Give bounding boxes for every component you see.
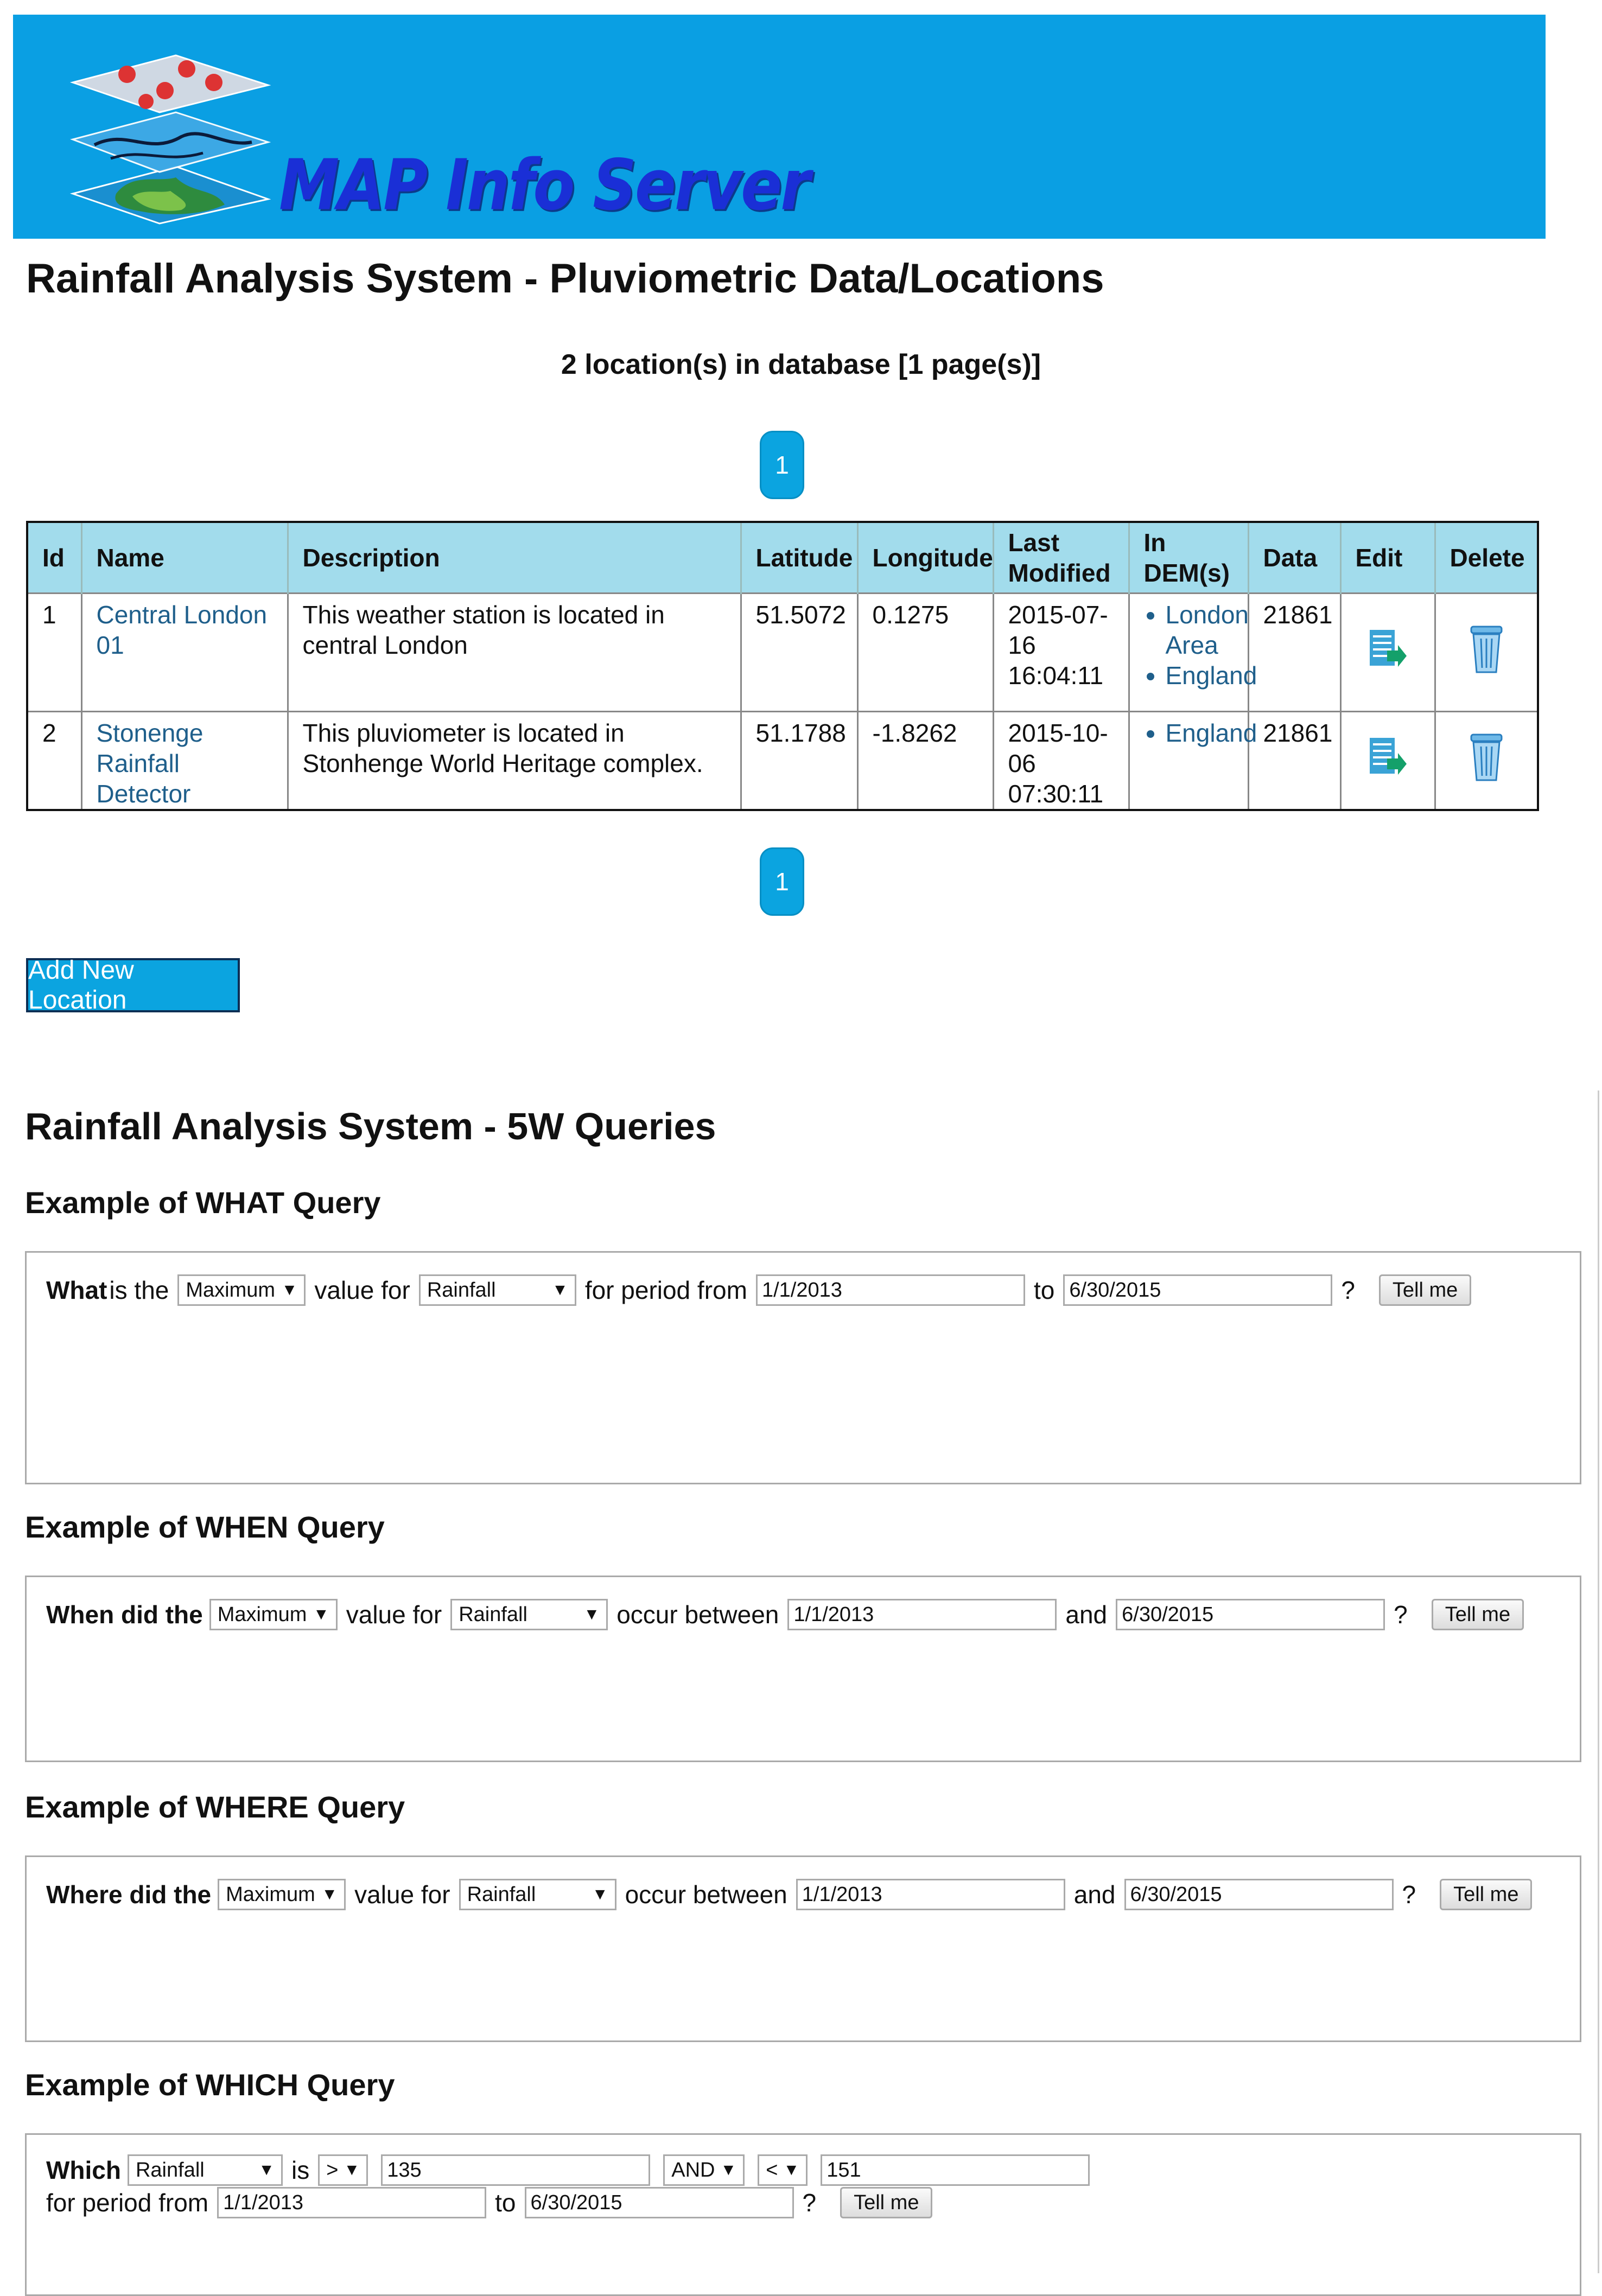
- chevron-down-icon: ▼: [583, 1605, 600, 1623]
- cell-last-modified: 2015-10-06 07:30:11: [993, 712, 1129, 811]
- locations-table: [26, 521, 1539, 811]
- chevron-down-icon: ▼: [783, 2161, 800, 2179]
- col-name[interactable]: Name: [81, 522, 288, 594]
- add-new-location-button[interactable]: Add New Location: [26, 958, 240, 1012]
- what-variable-value: Rainfall: [427, 1278, 496, 1302]
- divider: [1598, 1090, 1599, 2273]
- where-query-box: [25, 1855, 1581, 2042]
- what-tell-me-button[interactable]: Tell me: [1379, 1274, 1471, 1306]
- what-text: for period from: [584, 1276, 747, 1304]
- where-variable-value: Rainfall: [467, 1883, 536, 1906]
- cell-id: 2: [27, 712, 81, 811]
- when-to-date-input[interactable]: 6/30/2015: [1116, 1599, 1385, 1630]
- when-variable-value: Rainfall: [459, 1603, 527, 1626]
- cell-last-modified: 2015-07-16 16:04:11: [993, 594, 1129, 712]
- header-banner: [13, 15, 1546, 239]
- col-in-dems[interactable]: In DEM(s): [1129, 522, 1248, 594]
- edit-icon[interactable]: [1368, 735, 1408, 780]
- which-variable-select[interactable]: [128, 2154, 283, 2186]
- where-text: ?: [1402, 1880, 1416, 1909]
- cell-data: 21861: [1248, 594, 1340, 712]
- where-query-heading: Example of WHERE Query: [25, 1790, 405, 1824]
- cell-description: This pluviometer is located in Stonhenge World Heritage complex.: [288, 712, 741, 811]
- cell-longitude: -1.8262: [857, 712, 993, 811]
- dem-list: [1144, 718, 1257, 748]
- when-aggregate-value: Maximum: [217, 1603, 307, 1626]
- which-variable-value: Rainfall: [135, 2158, 205, 2182]
- which-query-heading: Example of WHICH Query: [25, 2068, 395, 2102]
- what-query-heading: Example of WHAT Query: [25, 1185, 381, 1220]
- table-header-row: [27, 522, 1538, 594]
- when-text: value for: [346, 1600, 442, 1629]
- col-id[interactable]: Id: [27, 522, 81, 594]
- col-latitude[interactable]: Latitude: [741, 522, 857, 594]
- cell-latitude: 51.5072: [741, 594, 857, 712]
- which-tell-me-button[interactable]: Tell me: [840, 2187, 932, 2218]
- col-delete: Delete: [1435, 522, 1538, 594]
- where-tell-me-button[interactable]: Tell me: [1440, 1879, 1532, 1910]
- when-query-box: [25, 1576, 1581, 1762]
- which-text: is: [291, 2156, 310, 2184]
- what-query-box: [25, 1251, 1581, 1484]
- pagination-page-top[interactable]: 1: [760, 431, 804, 499]
- table-row: [27, 712, 1538, 811]
- when-query-heading: Example of WHEN Query: [25, 1510, 385, 1544]
- dem-link[interactable]: • England: [1166, 718, 1234, 748]
- queries-title: Rainfall Analysis System - 5W Queries: [25, 1105, 716, 1147]
- what-lead: What: [46, 1276, 107, 1304]
- which-lead: Which: [46, 2156, 121, 2184]
- dem-link[interactable]: • England: [1166, 660, 1234, 691]
- map-layers-logo-icon: [51, 31, 279, 226]
- col-description[interactable]: Description: [288, 522, 741, 594]
- when-text: occur between: [616, 1600, 779, 1629]
- cell-latitude: 51.1788: [741, 712, 857, 811]
- cell-longitude: 0.1275: [857, 594, 993, 712]
- when-tell-me-button[interactable]: Tell me: [1432, 1599, 1524, 1630]
- what-from-date-input[interactable]: 1/1/2013: [756, 1274, 1025, 1306]
- what-aggregate-select[interactable]: [177, 1274, 306, 1306]
- which-query-box: [25, 2133, 1581, 2296]
- what-text: to: [1033, 1276, 1055, 1304]
- trash-icon[interactable]: [1469, 623, 1504, 675]
- where-variable-select[interactable]: [459, 1879, 616, 1910]
- which-operator2-select[interactable]: [758, 2154, 808, 2186]
- which-operator1-select[interactable]: [318, 2154, 368, 2186]
- which-value1-input[interactable]: 135: [381, 2154, 650, 2186]
- chevron-down-icon: ▼: [281, 1281, 298, 1299]
- trash-icon[interactable]: [1469, 731, 1504, 783]
- where-text: and: [1073, 1880, 1116, 1909]
- col-edit: Edit: [1340, 522, 1435, 594]
- which-value2-input[interactable]: 151: [821, 2154, 1090, 2186]
- col-longitude[interactable]: Longitude: [857, 522, 993, 594]
- chevron-down-icon: ▼: [313, 1605, 329, 1623]
- what-text: is the: [109, 1276, 169, 1304]
- where-text: value for: [354, 1880, 450, 1909]
- col-last-modified[interactable]: Last Modified: [993, 522, 1129, 594]
- which-operator1-value: >: [326, 2158, 339, 2182]
- dem-link[interactable]: • London Area: [1166, 599, 1234, 660]
- where-lead: Where did the: [46, 1880, 212, 1909]
- where-aggregate-select[interactable]: [218, 1879, 346, 1910]
- when-aggregate-select[interactable]: [209, 1599, 338, 1630]
- which-to-date-input[interactable]: 6/30/2015: [525, 2187, 794, 2218]
- where-aggregate-value: Maximum: [226, 1883, 315, 1906]
- when-from-date-input[interactable]: 1/1/2013: [787, 1599, 1057, 1630]
- location-name-link[interactable]: Stonenge Rainfall Detector: [96, 719, 204, 808]
- where-to-date-input[interactable]: 6/30/2015: [1124, 1879, 1394, 1910]
- cell-description: This weather station is located in central London: [288, 594, 741, 712]
- page-title: Rainfall Analysis System - Pluviometric Data/Locations: [26, 256, 1104, 302]
- edit-icon[interactable]: [1368, 627, 1408, 672]
- which-operator2-value: <: [766, 2158, 778, 2182]
- where-text: occur between: [625, 1880, 787, 1909]
- which-logic-value: AND: [671, 2158, 715, 2182]
- chevron-down-icon: ▼: [258, 2161, 275, 2179]
- where-from-date-input[interactable]: 1/1/2013: [796, 1879, 1065, 1910]
- table-row: [27, 594, 1538, 712]
- location-count: 2 location(s) in database [1 page(s)]: [561, 349, 1041, 380]
- which-logic-select[interactable]: [663, 2154, 745, 2186]
- when-text: ?: [1394, 1600, 1408, 1629]
- when-text: and: [1065, 1600, 1108, 1629]
- cell-id: 1: [27, 594, 81, 712]
- dem-list: [1144, 599, 1257, 691]
- what-text: ?: [1341, 1276, 1355, 1304]
- which-text: for period from: [46, 2189, 209, 2217]
- chevron-down-icon: ▼: [720, 2161, 737, 2179]
- brand-title: MAP Info Server: [279, 145, 809, 226]
- what-aggregate-value: Maximum: [186, 1278, 276, 1302]
- which-text: to: [495, 2189, 516, 2217]
- location-name-link[interactable]: Central London 01: [96, 601, 268, 659]
- when-lead: When did the: [46, 1600, 203, 1629]
- which-from-date-input[interactable]: 1/1/2013: [217, 2187, 486, 2218]
- which-text: ?: [802, 2189, 817, 2217]
- pagination-page-bottom[interactable]: 1: [760, 847, 804, 916]
- chevron-down-icon: ▼: [592, 1885, 608, 1903]
- what-text: value for: [314, 1276, 410, 1304]
- chevron-down-icon: ▼: [552, 1281, 568, 1299]
- col-data[interactable]: Data: [1248, 522, 1340, 594]
- what-variable-select[interactable]: [419, 1274, 576, 1306]
- when-variable-select[interactable]: [450, 1599, 608, 1630]
- cell-data: 21861: [1248, 712, 1340, 811]
- chevron-down-icon: ▼: [321, 1885, 338, 1903]
- what-to-date-input[interactable]: 6/30/2015: [1063, 1274, 1332, 1306]
- chevron-down-icon: ▼: [344, 2161, 360, 2179]
